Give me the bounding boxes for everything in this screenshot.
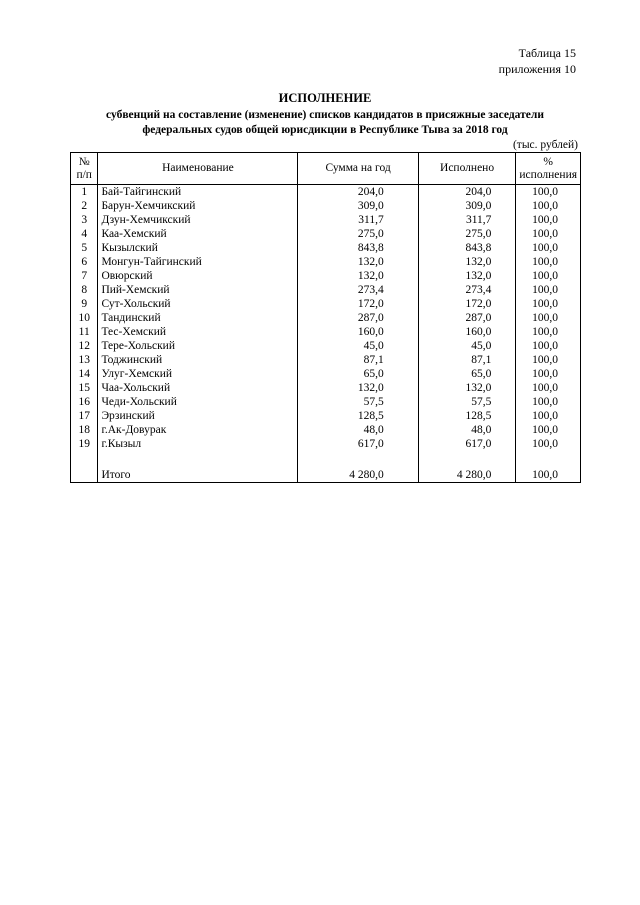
row-pct: 100,0 bbox=[516, 269, 581, 283]
row-name: Барун-Хемчикский bbox=[98, 199, 298, 213]
row-done: 273,4 bbox=[418, 283, 516, 297]
row-done: 160,0 bbox=[418, 325, 516, 339]
table-total-row bbox=[71, 469, 581, 483]
table-row bbox=[71, 395, 581, 409]
row-done: 132,0 bbox=[418, 255, 516, 269]
row-name: Сут-Хольский bbox=[98, 297, 298, 311]
row-done: 617,0 bbox=[418, 437, 516, 451]
row-name: Тере-Хольский bbox=[98, 339, 298, 353]
row-name: Пий-Хемский bbox=[98, 283, 298, 297]
table-label: Таблица 15 bbox=[518, 46, 576, 60]
row-sum: 617,0 bbox=[298, 437, 418, 451]
row-done: 65,0 bbox=[418, 367, 516, 381]
table-row bbox=[71, 199, 581, 213]
table-row bbox=[71, 437, 581, 451]
table-row bbox=[71, 381, 581, 395]
units-note: (тыс. рублей) bbox=[512, 139, 578, 151]
row-num: 17 bbox=[71, 409, 98, 423]
row-pct: 100,0 bbox=[516, 325, 581, 339]
row-num: 1 bbox=[71, 185, 98, 200]
row-sum: 132,0 bbox=[298, 381, 418, 395]
header-done: Исполнено bbox=[418, 153, 516, 185]
row-pct: 100,0 bbox=[516, 381, 581, 395]
row-done: 311,7 bbox=[418, 213, 516, 227]
row-pct: 100,0 bbox=[516, 409, 581, 423]
header-pct: % исполнения bbox=[516, 153, 581, 185]
row-sum: 273,4 bbox=[298, 283, 418, 297]
row-pct: 100,0 bbox=[516, 395, 581, 409]
row-pct: 100,0 bbox=[516, 311, 581, 325]
row-num: 11 bbox=[71, 325, 98, 339]
row-pct: 100,0 bbox=[516, 339, 581, 353]
row-sum: 65,0 bbox=[298, 367, 418, 381]
row-done: 287,0 bbox=[418, 311, 516, 325]
total-sum: 4 280,0 bbox=[298, 469, 418, 483]
row-pct: 100,0 bbox=[516, 437, 581, 451]
row-name: г.Кызыл bbox=[98, 437, 298, 451]
row-done: 45,0 bbox=[418, 339, 516, 353]
row-num: 18 bbox=[71, 423, 98, 437]
row-name: Тоджинский bbox=[98, 353, 298, 367]
row-done: 172,0 bbox=[418, 297, 516, 311]
table-spacer-row bbox=[71, 451, 581, 469]
row-name: Тандинский bbox=[98, 311, 298, 325]
header-num bbox=[71, 153, 98, 185]
table-row bbox=[71, 269, 581, 283]
document-title: ИСПОЛНЕНИЕ bbox=[278, 91, 372, 105]
row-done: 57,5 bbox=[418, 395, 516, 409]
row-sum: 172,0 bbox=[298, 297, 418, 311]
row-sum: 57,5 bbox=[298, 395, 418, 409]
row-pct: 100,0 bbox=[516, 367, 581, 381]
row-sum: 87,1 bbox=[298, 353, 418, 367]
row-sum: 309,0 bbox=[298, 199, 418, 213]
row-name: Каа-Хемский bbox=[98, 227, 298, 241]
row-sum: 843,8 bbox=[298, 241, 418, 255]
table-row bbox=[71, 311, 581, 325]
row-name: Эрзинский bbox=[98, 409, 298, 423]
row-pct: 100,0 bbox=[516, 199, 581, 213]
execution-table bbox=[70, 152, 581, 483]
row-pct: 100,0 bbox=[516, 297, 581, 311]
row-name: Монгун-Тайгинский bbox=[98, 255, 298, 269]
table-row bbox=[71, 339, 581, 353]
row-sum: 160,0 bbox=[298, 325, 418, 339]
row-done: 309,0 bbox=[418, 199, 516, 213]
header-num-line2: п/п bbox=[76, 168, 92, 181]
row-name: Чаа-Хольский bbox=[98, 381, 298, 395]
table-row bbox=[71, 213, 581, 227]
row-sum: 132,0 bbox=[298, 255, 418, 269]
row-sum: 128,5 bbox=[298, 409, 418, 423]
header-num-line1: № bbox=[78, 155, 90, 168]
row-pct: 100,0 bbox=[516, 353, 581, 367]
row-name: Бай-Тайгинский bbox=[98, 185, 298, 200]
row-done: 48,0 bbox=[418, 423, 516, 437]
row-done: 132,0 bbox=[418, 269, 516, 283]
row-num: 10 bbox=[71, 311, 98, 325]
row-name: Овюрский bbox=[98, 269, 298, 283]
row-num: 9 bbox=[71, 297, 98, 311]
row-num: 6 bbox=[71, 255, 98, 269]
row-num: 13 bbox=[71, 353, 98, 367]
table-header-row bbox=[71, 153, 581, 185]
table-body bbox=[71, 185, 581, 483]
header-sum: Сумма на год bbox=[298, 153, 418, 185]
row-num: 14 bbox=[71, 367, 98, 381]
row-done: 275,0 bbox=[418, 227, 516, 241]
row-num: 19 bbox=[71, 437, 98, 451]
row-done: 132,0 bbox=[418, 381, 516, 395]
row-sum: 287,0 bbox=[298, 311, 418, 325]
row-num: 15 bbox=[71, 381, 98, 395]
row-pct: 100,0 bbox=[516, 227, 581, 241]
row-num: 3 bbox=[71, 213, 98, 227]
row-num: 4 bbox=[71, 227, 98, 241]
row-num: 5 bbox=[71, 241, 98, 255]
table-row bbox=[71, 227, 581, 241]
row-name: Чеди-Хольский bbox=[98, 395, 298, 409]
table-row bbox=[71, 367, 581, 381]
row-pct: 100,0 bbox=[516, 423, 581, 437]
row-pct: 100,0 bbox=[516, 241, 581, 255]
row-sum: 275,0 bbox=[298, 227, 418, 241]
row-num: 16 bbox=[71, 395, 98, 409]
row-name: Дзун-Хемчикский bbox=[98, 213, 298, 227]
row-name: г.Ак-Довурак bbox=[98, 423, 298, 437]
total-num bbox=[71, 469, 98, 483]
subtitle-line-1: субвенций на составление (изменение) списков кандидатов в присяжные заседатели bbox=[106, 109, 544, 121]
total-pct: 100,0 bbox=[516, 469, 581, 483]
row-done: 87,1 bbox=[418, 353, 516, 367]
header-name: Наименование bbox=[98, 153, 298, 185]
row-pct: 100,0 bbox=[516, 185, 581, 200]
row-done: 204,0 bbox=[418, 185, 516, 200]
table-reference bbox=[499, 45, 576, 77]
total-done: 4 280,0 bbox=[418, 469, 516, 483]
document-subtitle bbox=[70, 108, 580, 138]
row-pct: 100,0 bbox=[516, 255, 581, 269]
table-row bbox=[71, 409, 581, 423]
row-name: Кызылский bbox=[98, 241, 298, 255]
row-name: Тес-Хемский bbox=[98, 325, 298, 339]
table-row bbox=[71, 353, 581, 367]
row-done: 843,8 bbox=[418, 241, 516, 255]
subtitle-line-2: федеральных судов общей юрисдикции в Республике Тыва за 2018 год bbox=[142, 124, 508, 136]
table-row bbox=[71, 241, 581, 255]
row-num: 12 bbox=[71, 339, 98, 353]
total-name: Итого bbox=[98, 469, 298, 483]
row-sum: 311,7 bbox=[298, 213, 418, 227]
table-row bbox=[71, 185, 581, 200]
row-num: 7 bbox=[71, 269, 98, 283]
row-pct: 100,0 bbox=[516, 213, 581, 227]
appendix-label: приложения 10 bbox=[498, 62, 576, 76]
table-row bbox=[71, 325, 581, 339]
row-num: 8 bbox=[71, 283, 98, 297]
table-row bbox=[71, 283, 581, 297]
row-num: 2 bbox=[71, 199, 98, 213]
row-sum: 132,0 bbox=[298, 269, 418, 283]
row-sum: 45,0 bbox=[298, 339, 418, 353]
table-row bbox=[71, 297, 581, 311]
row-sum: 204,0 bbox=[298, 185, 418, 200]
table-row bbox=[71, 423, 581, 437]
row-pct: 100,0 bbox=[516, 283, 581, 297]
table-row bbox=[71, 255, 581, 269]
row-name: Улуг-Хемский bbox=[98, 367, 298, 381]
row-sum: 48,0 bbox=[298, 423, 418, 437]
row-done: 128,5 bbox=[418, 409, 516, 423]
